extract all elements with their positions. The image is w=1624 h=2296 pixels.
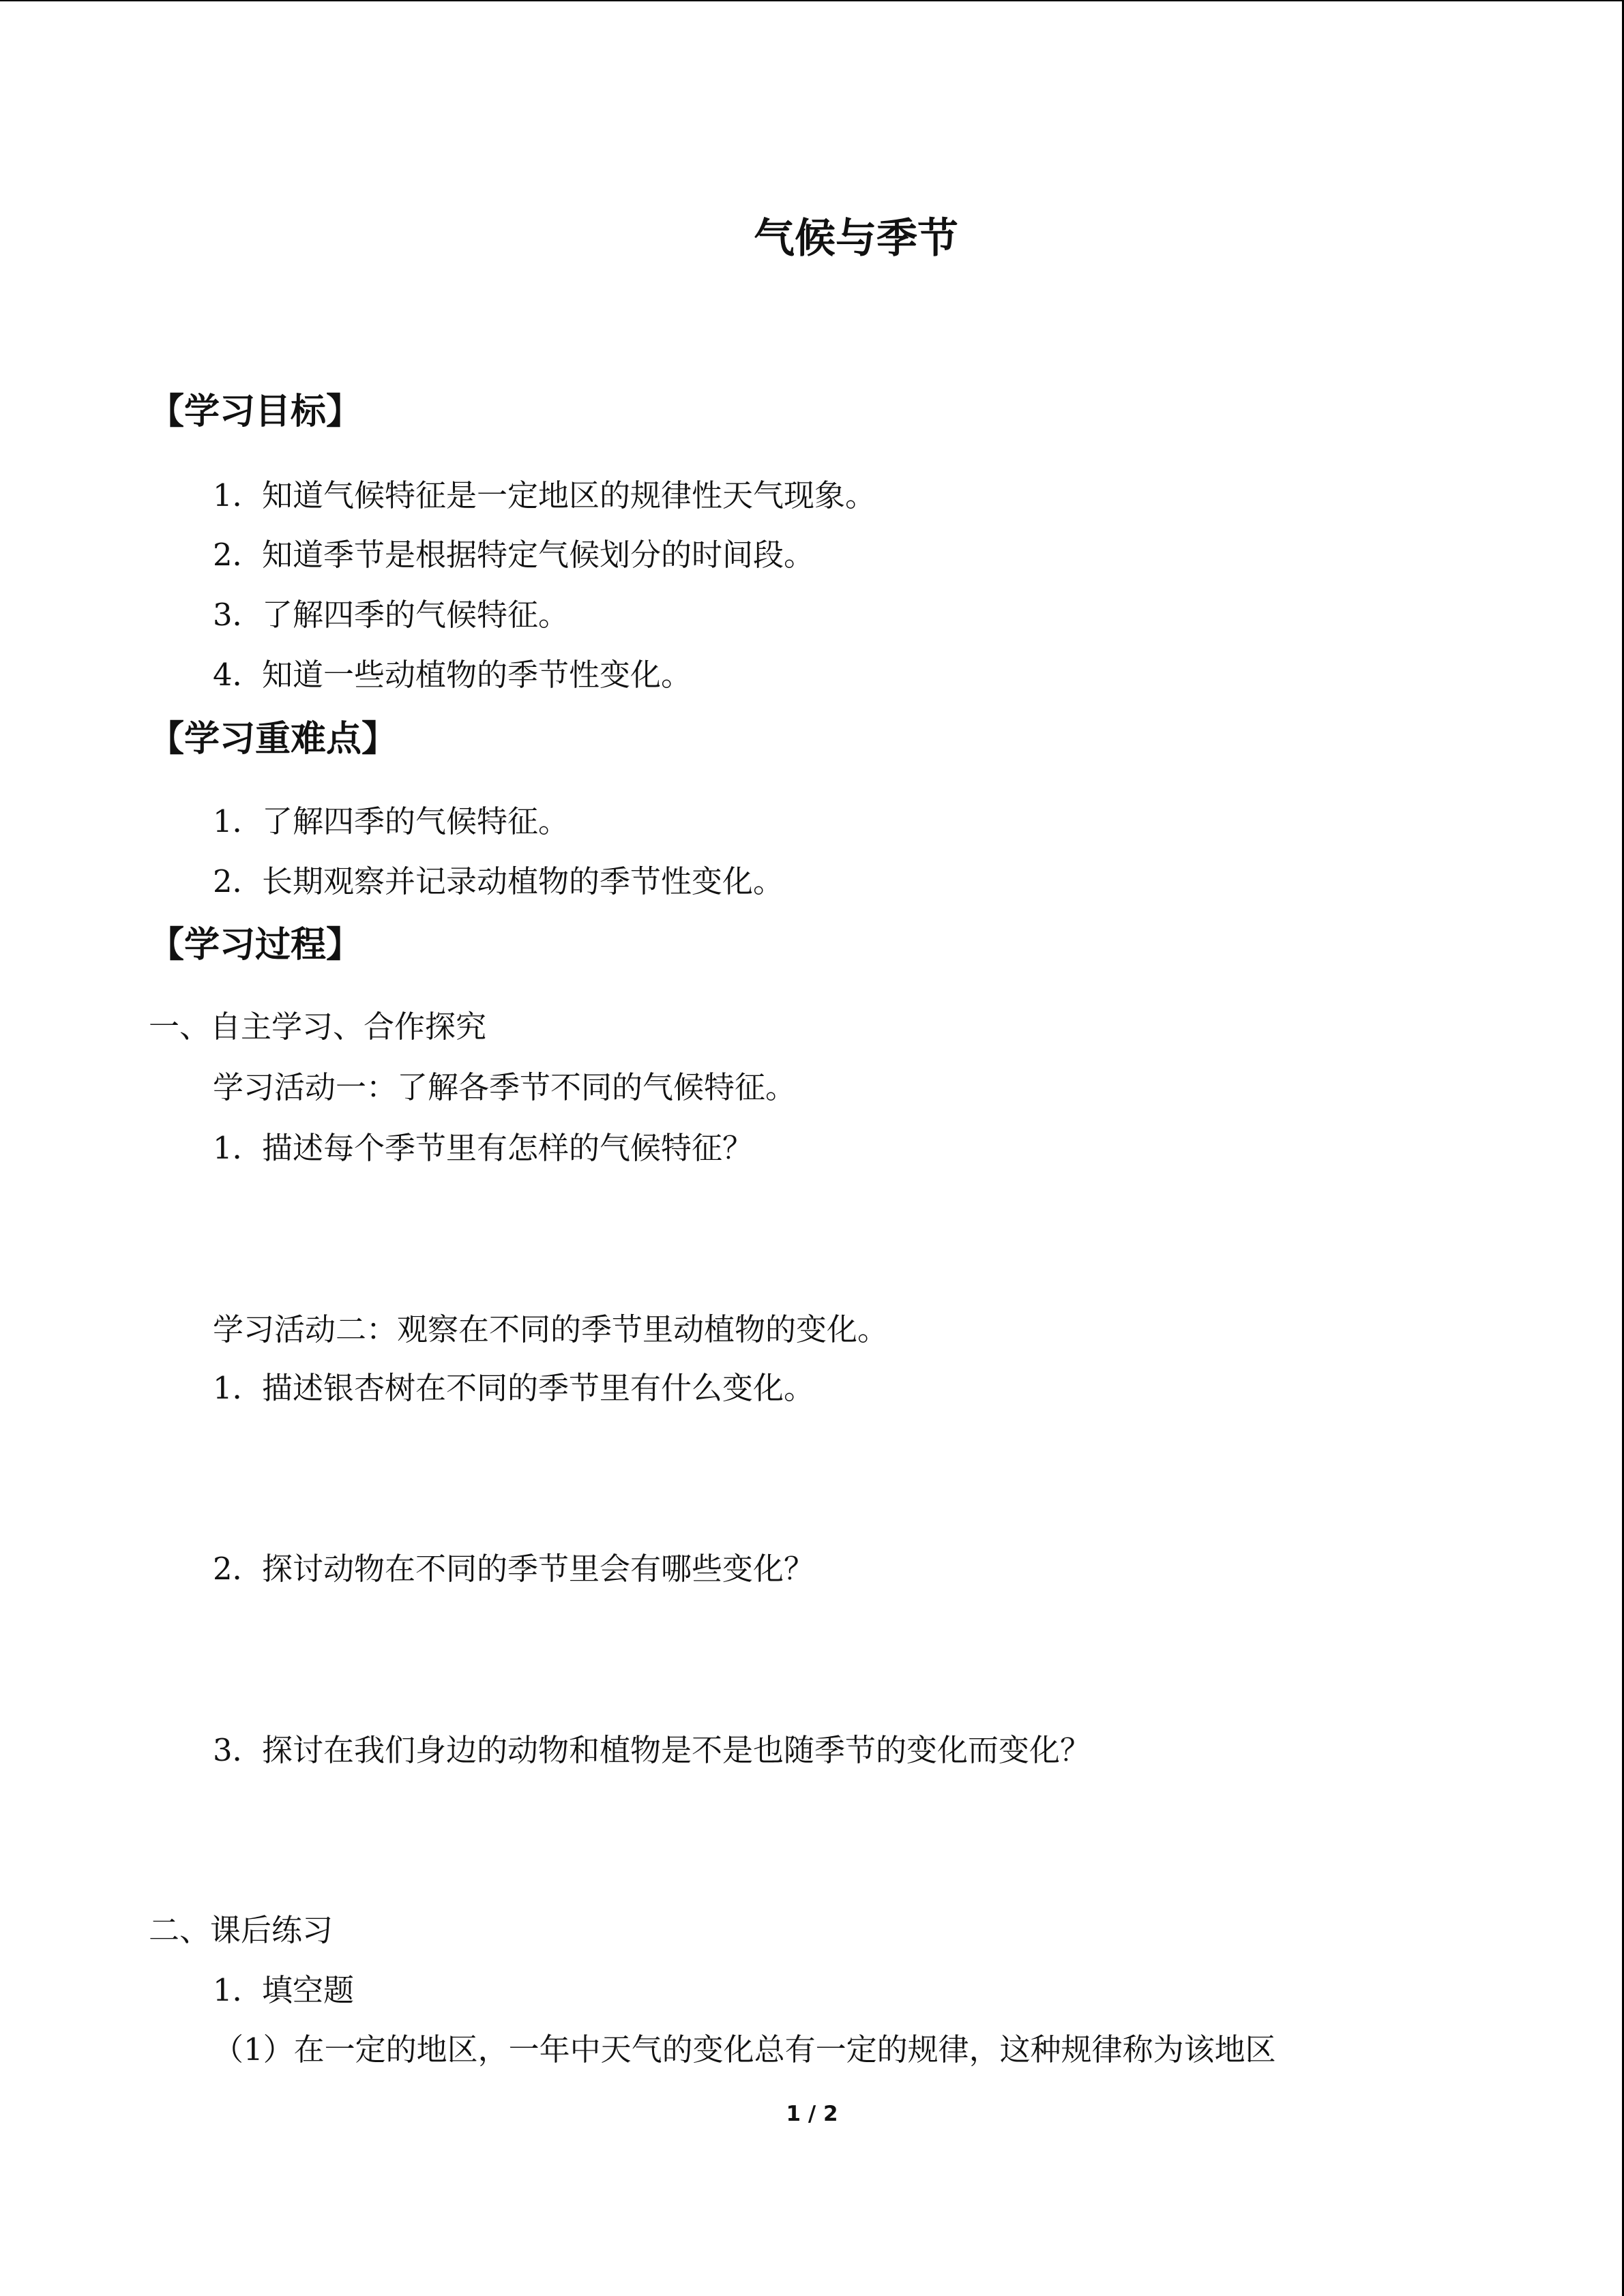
objective-item-number: 3． [213,597,263,633]
objective-item-text: 知道季节是根据特定气候划分的时间段。 [262,537,815,573]
objective-item-number: 2． [213,537,263,573]
objective-item [213,657,692,693]
activity1-question [213,1130,754,1166]
part2-title: 二、课后练习 [149,1912,334,1948]
activity2-question [213,1732,1091,1768]
fill-blank-question: （1）在一定的地区，一年中天气的变化总有一定的规律，这种规律称为该地区 [213,2031,1276,2068]
activity1-title: 学习活动一：了解各季节不同的气候特征。 [213,1069,797,1105]
part1-title: 一、自主学习、合作探究 [149,1009,487,1045]
key-point-item-number: 1． [213,803,263,839]
document-title: 气候与季节 [754,215,958,263]
key-point-item [213,863,784,899]
question-text: 探讨在我们身边的动物和植物是不是也随季节的变化而变化？ [262,1732,1091,1768]
objective-item-number: 1． [213,477,263,513]
objective-item [213,597,570,633]
objectives-heading: 【学习目标】 [149,391,362,432]
process-heading: 【学习过程】 [149,925,362,966]
key-point-item [213,803,570,839]
question-text: 探讨动物在不同的季节里会有哪些变化？ [262,1551,815,1587]
page-number: 1 / 2 [786,2102,838,2126]
objective-item-text: 知道一些动植物的季节性变化。 [262,657,692,693]
objective-item [213,537,815,573]
question-number: 3． [213,1732,263,1768]
key-point-item-number: 2． [213,863,263,899]
objective-item-text: 知道气候特征是一定地区的规律性天气现象。 [262,477,876,513]
key-point-item-text: 了解四季的气候特征。 [262,803,570,839]
exercise-number: 1． [213,1972,263,2008]
question-text: 描述银杏树在不同的季节里有什么变化。 [262,1370,815,1406]
question-number: 2． [213,1551,263,1587]
page-top-border [0,0,1622,1]
question-text: 描述每个季节里有怎样的气候特征？ [262,1130,754,1166]
activity2-question [213,1370,815,1406]
activity2-question [213,1551,815,1587]
key-points-heading: 【学习重难点】 [149,719,398,760]
question-number: 1． [213,1370,263,1406]
exercise-type [213,1972,355,2008]
question-number: 1． [213,1130,263,1166]
objective-item [213,477,876,513]
key-point-item-text: 长期观察并记录动植物的季节性变化。 [262,863,784,899]
exercise-label: 填空题 [262,1972,355,2008]
activity2-title: 学习活动二：观察在不同的季节里动植物的变化。 [213,1311,889,1347]
objective-item-text: 了解四季的气候特征。 [262,597,570,633]
objective-item-number: 4． [213,657,263,693]
